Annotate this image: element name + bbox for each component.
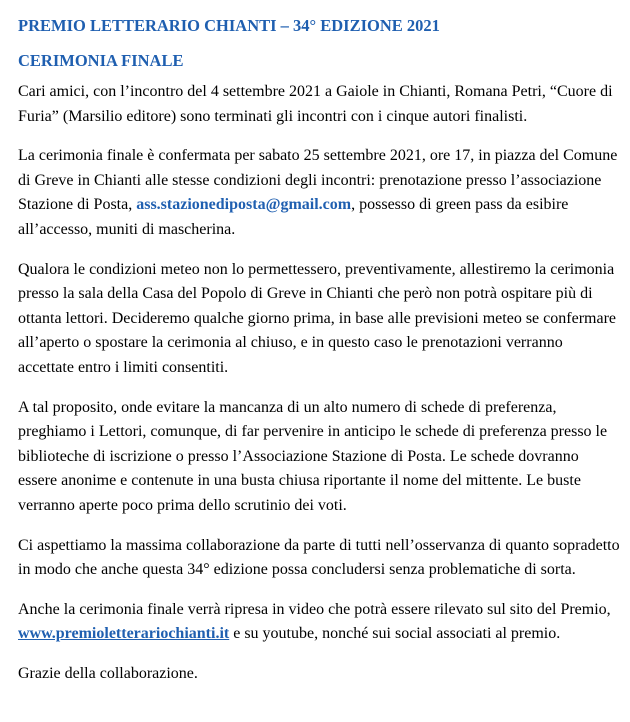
paragraph-video-text-end: e su youtube, nonché sui social associati al premio. [229, 625, 561, 643]
paragraph-ceremony-text-end: , possesso di green pass da esibire all’accesso, muniti di mascherina. [18, 196, 569, 238]
document-title: PREMIO LETTERARIO CHIANTI – 34° EDIZIONE 2021 [18, 16, 440, 35]
website-link[interactable]: www.premioletterariochianti.it [18, 625, 230, 643]
paragraph-ballots: A tal proposito, onde evitare la mancanza di un alto numero di schede di preferenza, preghiamo i Lettori, comunque, di far pervenire in anticipo le schede di preferenza presso le biblioteche di iscrizione o presso l’Associazione Stazione di Posta. Le schede dovranno essere anonime e contenute in una busta chiusa riportante il nome del mittente. Le buste verranno aperte poco prima dello scrutinio dei voti. [18, 398, 608, 514]
paragraph-ceremony [18, 144, 620, 242]
paragraph-weather: Qualora le condizioni meteo non lo permettessero, preventivamente, allestiremo la cerimonia presso la sala della Casa del Popolo di Greve in Chianti che però non potrà ospitare più di ottanta lettori. Decideremo qualche giorno prima, in base alle previsioni meteo se confermare all’aperto o spostare la cerimonia al chiuso, e in questo caso le prenotazioni verranno accettate entro i limiti consentiti. [18, 260, 616, 376]
paragraph-intro: Cari amici, con l’incontro del 4 settembre 2021 a Gaiole in Chianti, Romana Petri, “Cuore di Furia” (Marsilio editore) sono terminati gli incontri con i cinque autori finalisti. [18, 83, 613, 125]
paragraph-ceremony-text: La cerimonia finale è confermata per sabato 25 settembre 2021, ore 17, in piazza del Comune di Greve in Chianti alle stesse condizioni degli incontri: prenotazione presso l’associazione Stazione di Posta, [18, 147, 618, 214]
paragraph-collaboration: Ci aspettiamo la massima collaborazione da parte di tutti nell’osservanza di quanto sopradetto in modo che anche questa 34° edizione possa concludersi senza problematiche di sorta. [18, 536, 620, 579]
document-subtitle: CERIMONIA FINALE [18, 51, 184, 70]
closing-line: Grazie della collaborazione. [18, 664, 198, 682]
email-link[interactable]: ass.stazionediposta@gmail.com [136, 196, 352, 214]
paragraph-video [18, 598, 620, 647]
paragraph-video-text: Anche la cerimonia finale verrà ripresa in video che potrà essere rilevato sul sito del Premio, [18, 600, 611, 618]
